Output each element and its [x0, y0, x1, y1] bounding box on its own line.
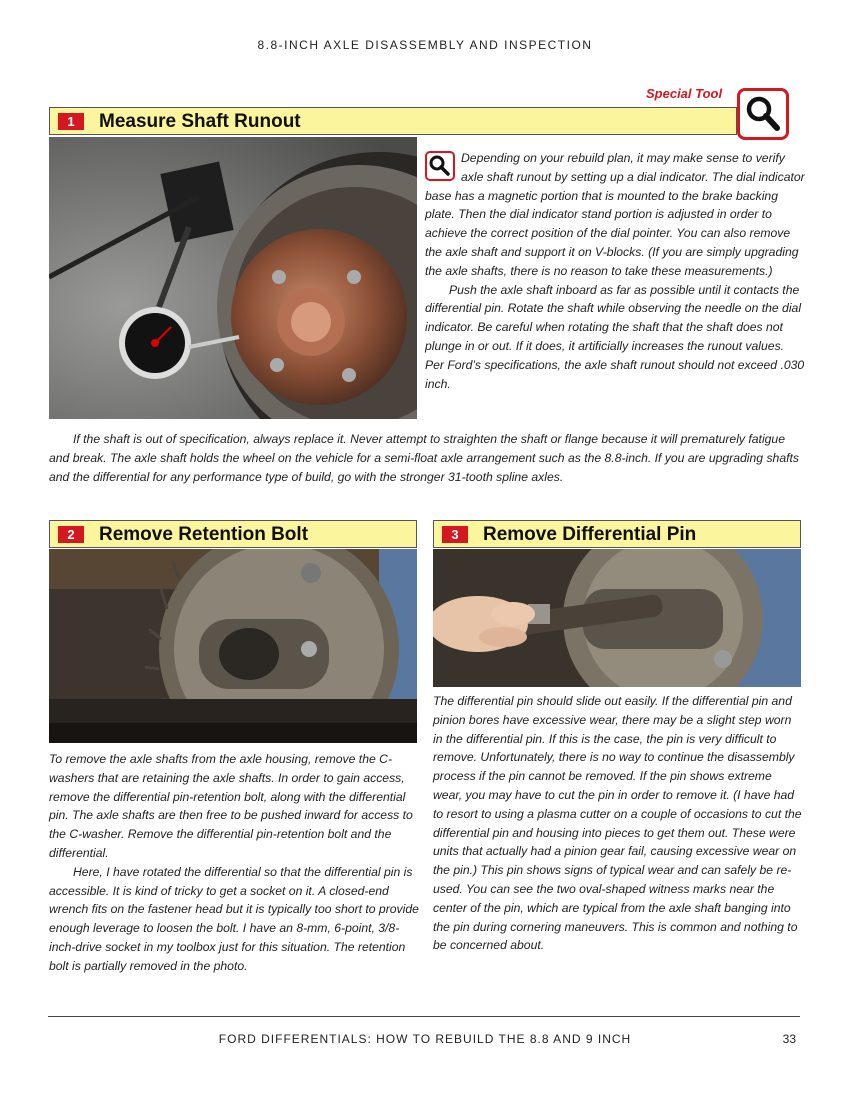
- footer-rule: [48, 1016, 800, 1017]
- special-tool-label: Special Tool: [646, 86, 723, 101]
- page-number: 33: [782, 1032, 796, 1046]
- step-1-paragraph: If the shaft is out of specification, always replace it. Never attempt to straighten the shaft or flange because it will prematurely fatigue and break. The axle shaft holds the wheel on the vehicle for a semi-float axle arrangement such as the 8.8-inch. If you are upgrading shafts and the differential for any performance type of build, go with the stronger 31-tooth spline axles.: [49, 432, 799, 484]
- step-1-title: Measure Shaft Runout: [99, 111, 301, 132]
- step-2-number: 2: [58, 526, 84, 543]
- footer-title: FORD DIFFERENTIALS: HOW TO REBUILD THE 8.8 AND 9 INCH: [218, 1032, 632, 1046]
- step-1-paragraph: Depending on your rebuild plan, it may make sense to verify axle shaft runout by setting up a dial indicator. The dial indicator base has a magnetic portion that is mounted to the brake backing plate. Then the dial indicator stand portion is adjusted in order to achieve the correct position of the dial pointer. You can also remove the axle shaft and support it on V-blocks. (If you are simply upgrading the axle shafts, there is no reason to take these measurements.): [425, 151, 805, 278]
- step-3-number: 3: [442, 526, 468, 543]
- step-2-photo: [49, 549, 417, 743]
- step-2-text: [49, 750, 421, 976]
- step-3-photo: [433, 549, 801, 687]
- magnifier-icon: [737, 88, 789, 140]
- step-1-text-full-width: [49, 430, 801, 486]
- running-head: 8.8-INCH AXLE DISASSEMBLY AND INSPECTION: [257, 38, 593, 52]
- step-2-title: Remove Retention Bolt: [99, 524, 309, 545]
- step-1-header: [49, 107, 737, 135]
- step-2-paragraph: Here, I have rotated the differential so that the differential pin is accessible. It is kind of tricky to get a socket on it. A closed-end wrench fits on the fastener head but it is typically too short to provide enough leverage to loosen the bolt. I have an 8-mm, 6-point, 3/8-inch-drive socket in my toolbox just for this situation. The retention bolt is partially removed in the photo.: [49, 864, 419, 973]
- step-1-text: [425, 149, 805, 393]
- step-1-paragraph: Push the axle shaft inboard as far as possible until it contacts the differential pin. Rotate the shaft while observing the needle on the dial indicator. Be careful when rotating the shaft that the shaft does not plunge in or out. If it does, it artificially increases the runout values. Per Ford’s specifications, the axle shaft runout should not exceed .030 inch.: [425, 282, 805, 391]
- step-3-paragraph: The differential pin should slide out easily. If the differential pin and pinion bores have excessive wear, there may be a slight step worn in the differential pin. If this is the case, the pin is very difficult to remove. Unfortunately, there is no way to continue the disassembly process if the pin cannot be removed. If the pin shows extreme wear, you may have to cut the pin in order to remove it. (I have had to resort to using a plasma cutter on a couple of occasions to cut the differential pin and housing into pieces to get them out. These were units that actually had a pinion gear fail, causing excessive wear on the pin.) This pin shows signs of typical wear and can safely be re-used. You can see the two oval-shaped witness marks near the center of the pin, which are typical from the axle shaft banging into the pin during cornering maneuvers. This is common and nothing to be concerned about.: [433, 694, 802, 953]
- step-2-paragraph: To remove the axle shafts from the axle housing, remove the C-washers that are retaining the axle shafts. In order to gain access, remove the differential pin-retention bolt, along with the differential pin. The axle shafts are then free to be pushed inward for access to the C-washer. Remove the differential pin-retention bolt and the differential.: [49, 752, 413, 860]
- magnifier-icon: [425, 151, 455, 181]
- step-1-number: 1: [58, 113, 84, 130]
- step-3-title: Remove Differential Pin: [483, 524, 697, 545]
- step-3-header: [433, 520, 801, 548]
- step-2-header: [49, 520, 417, 548]
- step-3-text: [433, 692, 803, 955]
- step-1-photo: [49, 137, 417, 419]
